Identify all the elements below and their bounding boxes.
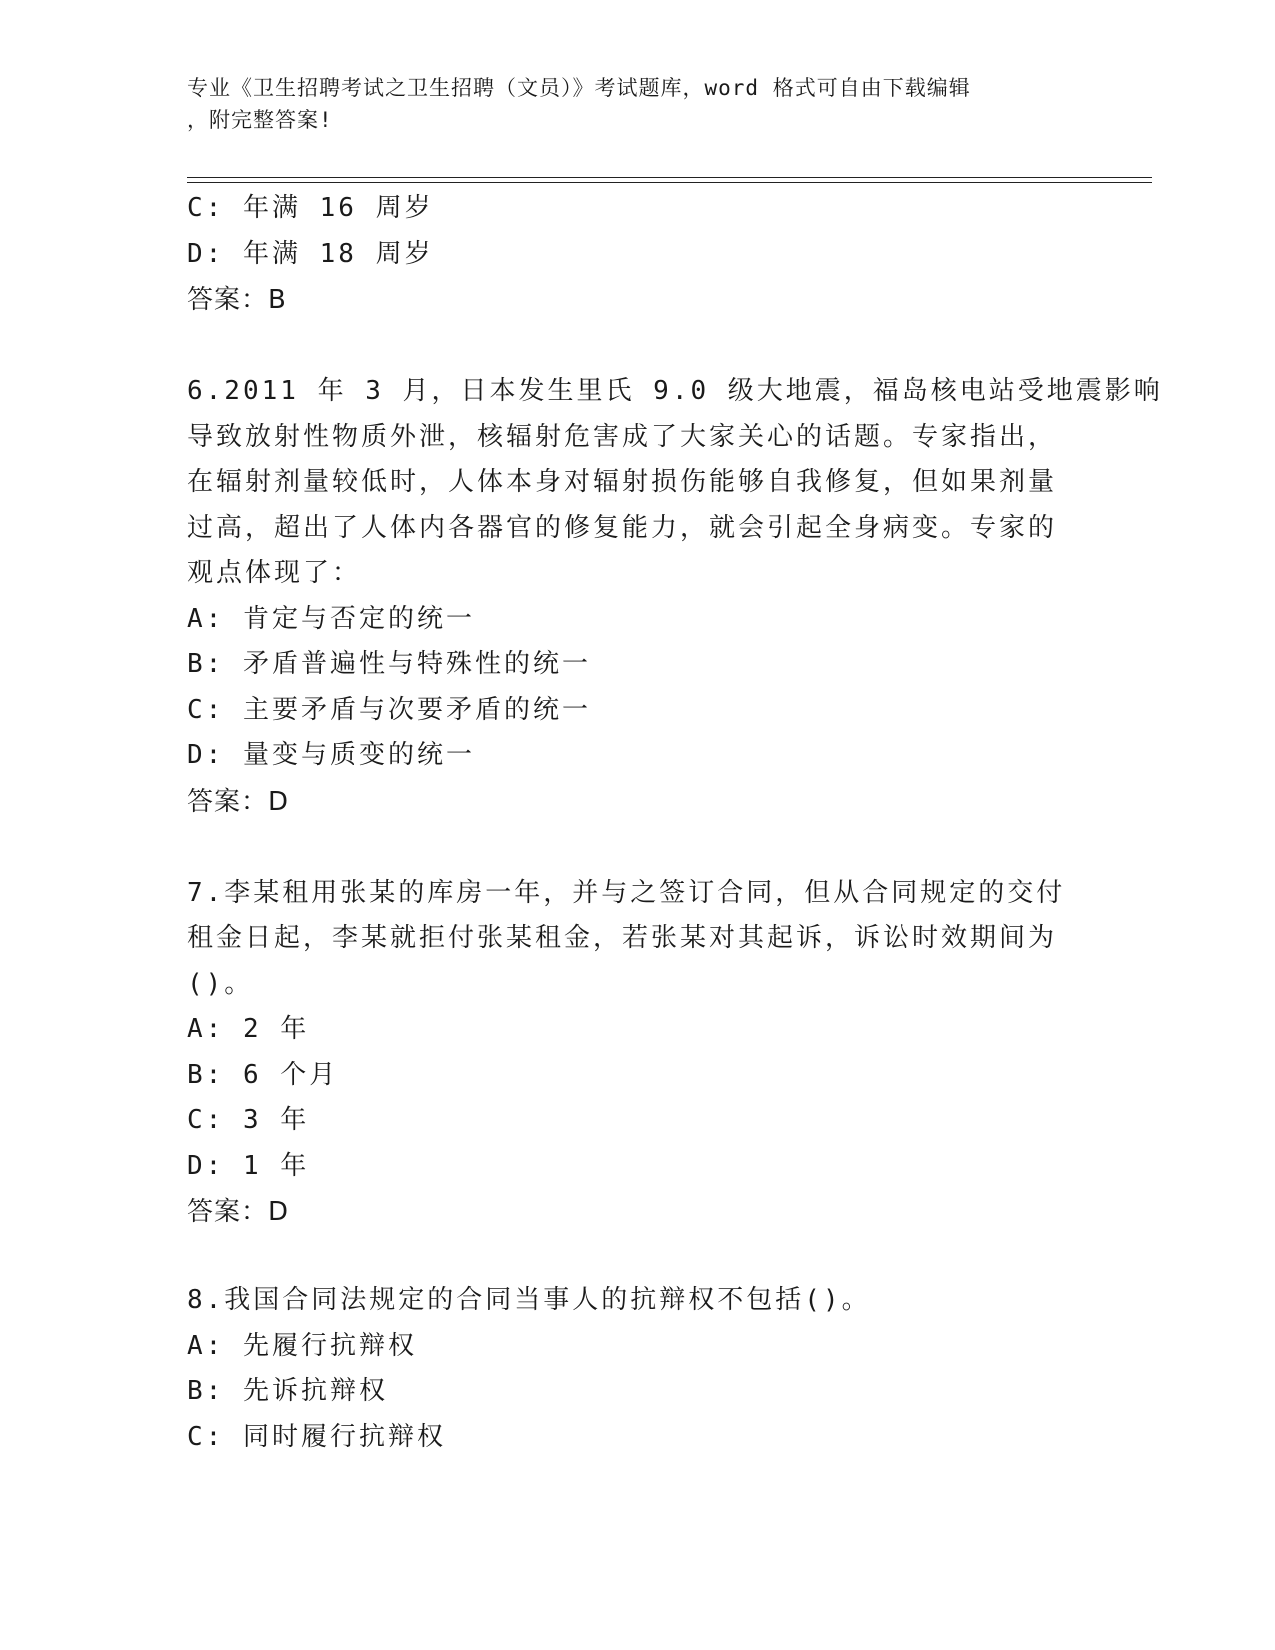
header-line: 专业《卫生招聘考试之卫生招聘（文员）》考试题库，word 格式可自由下载编辑 <box>187 76 971 100</box>
question-content <box>187 186 1163 1460</box>
option-a: A: 先履行抗辩权 <box>187 1330 417 1361</box>
option-c: C: 年满 16 周岁 <box>187 193 434 223</box>
option-b: B: 矛盾普遍性与特殊性的统一 <box>187 649 591 679</box>
option-d: D: 1 年 <box>187 1150 310 1181</box>
spacer <box>187 826 1067 871</box>
header-line: ，附完整答案! <box>187 108 333 132</box>
answer-line: 答案：D <box>187 786 290 817</box>
document-header <box>187 72 1067 136</box>
option-a: A: 肯定与否定的统一 <box>187 603 475 634</box>
question-stem-line: 观点体现了： <box>187 558 362 588</box>
question-stem-line: 7.李某租用张某的库房一年，并与之签订合同，但从合同规定的交付 <box>187 877 1066 908</box>
option-c: C: 同时履行抗辩权 <box>187 1421 446 1452</box>
header-divider <box>187 177 1152 178</box>
question-block <box>187 186 1067 324</box>
question-stem-line: 在辐射剂量较低时，人体本身对辐射损伤能够自我修复，但如果剂量 <box>187 467 1058 497</box>
question-stem-line: 8.我国合同法规定的合同当事人的抗辩权不包括()。 <box>187 1285 871 1315</box>
question-stem-line: 租金日起，李某就拒付张某租金，若张某对其起诉，诉讼时效期间为 <box>187 923 1058 953</box>
question-stem-line: ()。 <box>187 968 254 999</box>
answer-line: 答案：D <box>187 1197 290 1227</box>
answer-line: 答案：B <box>187 285 287 315</box>
question-stem-line: 6.2011 年 3 月，日本发生里氏 9.0 级大地震，福岛核电站受地震影响 <box>187 376 1163 406</box>
question-stem-line: 导致放射性物质外泄，核辐射危害成了大家关心的话题。专家指出， <box>187 421 1058 452</box>
question-block-8 <box>187 1278 1067 1460</box>
spacer <box>187 324 1067 369</box>
option-b: B: 先诉抗辩权 <box>187 1376 388 1406</box>
option-a: A: 2 年 <box>187 1014 310 1044</box>
header-divider <box>187 182 1152 183</box>
question-block-6 <box>187 369 1163 826</box>
option-d: D: 量变与质变的统一 <box>187 740 475 770</box>
question-block-7 <box>187 871 1067 1237</box>
spacer <box>187 1236 1067 1278</box>
option-d: D: 年满 18 周岁 <box>187 238 434 269</box>
option-b: B: 6 个月 <box>187 1059 339 1090</box>
question-stem-line: 过高，超出了人体内各器官的修复能力，就会引起全身病变。专家的 <box>187 512 1058 543</box>
option-c: C: 3 年 <box>187 1105 310 1135</box>
option-c: C: 主要矛盾与次要矛盾的统一 <box>187 694 591 725</box>
